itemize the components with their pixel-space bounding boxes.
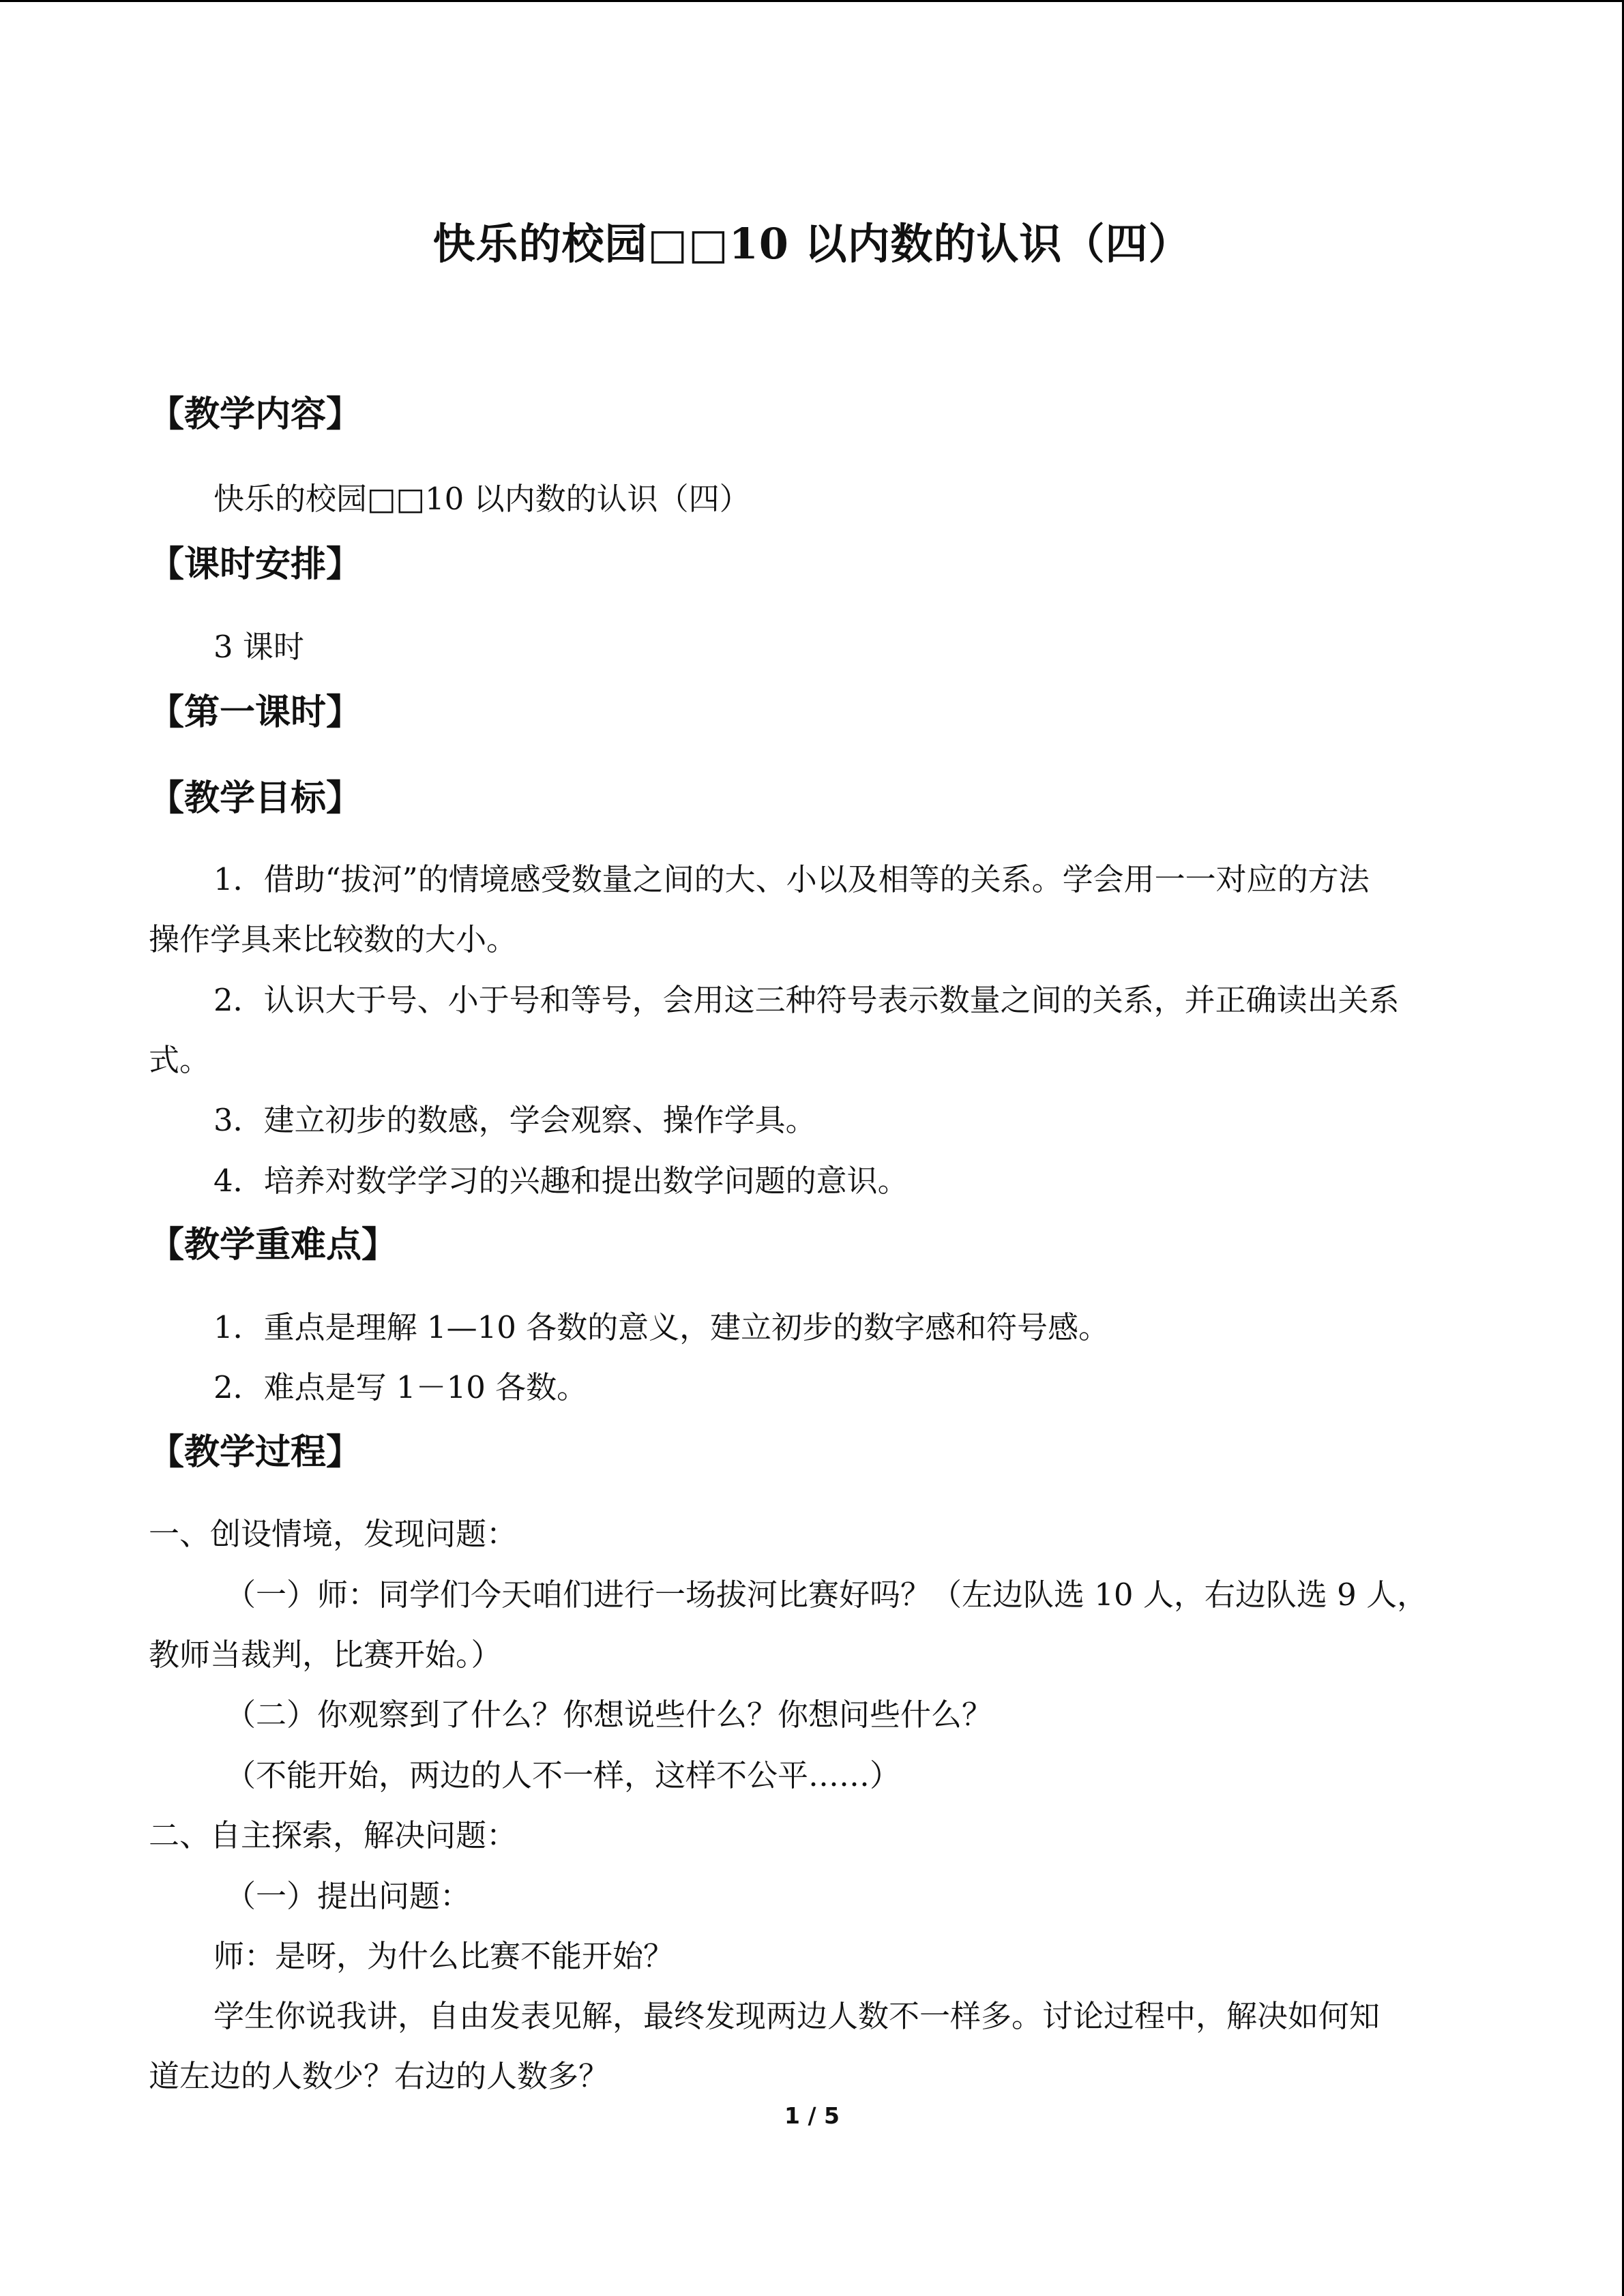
goal-4: 4．培养对数学学习的兴趣和提出数学问题的意识。 <box>213 1163 909 1199</box>
process-part-2-title: 二、自主探索，解决问题： <box>149 1817 518 1853</box>
heading-teaching-goals: 【教学目标】 <box>149 778 362 819</box>
page-number: 1 / 5 <box>784 2102 840 2129</box>
goal-2-line-2: 式。 <box>149 1042 211 1078</box>
process-part-1-a-line-2: 教师当裁判，比赛开始。） <box>149 1637 502 1673</box>
process-part-2-c-line-1: 学生你说我讲，自由发表见解，最终发现两边人数不一样多。讨论过程中，解决如何知 <box>213 1998 1381 2034</box>
teaching-content-text: 快乐的校园□□10 以内数的认识（四） <box>213 481 750 517</box>
heading-lesson-one: 【第一课时】 <box>149 692 362 733</box>
goal-3: 3．建立初步的数感，学会观察、操作学具。 <box>213 1102 816 1138</box>
document-title: 快乐的校园□□10 以内数的认识（四） <box>432 219 1192 269</box>
heading-schedule: 【课时安排】 <box>149 544 362 585</box>
goal-1-line-2: 操作学具来比较数的大小。 <box>149 921 518 957</box>
schedule-text: 3 课时 <box>213 629 304 665</box>
key-point-1: 1．重点是理解 1—10 各数的意义，建立初步的数字感和符号感。 <box>213 1309 1110 1345</box>
process-part-2-b: 师：是呀，为什么比赛不能开始？ <box>213 1938 675 1974</box>
goal-2-line-1: 2．认识大于号、小于号和等号，会用这三种符号表示数量之间的关系，并正确读出关系 <box>213 982 1400 1018</box>
heading-teaching-content: 【教学内容】 <box>149 394 362 435</box>
heading-key-points: 【教学重难点】 <box>149 1225 398 1266</box>
process-part-1-c: （不能开始，两边的人不一样，这样不公平……） <box>225 1757 901 1793</box>
heading-teaching-process: 【教学过程】 <box>149 1432 362 1473</box>
process-part-1-title: 一、创设情境，发现问题： <box>149 1516 518 1552</box>
goal-1-line-1: 1．借助“拔河”的情境感受数量之间的大、小以及相等的关系。学会用一一对应的方法 <box>213 861 1370 897</box>
process-part-2-c-line-2: 道左边的人数少？右边的人数多？ <box>149 2058 610 2094</box>
process-part-1-b: （二）你观察到了什么？你想说些什么？你想问些什么？ <box>225 1697 993 1733</box>
process-part-1-a-line-1: （一）师：同学们今天咱们进行一场拔河比赛好吗？（左边队选 10 人，右边队选 9 人， <box>225 1577 1428 1613</box>
key-point-2: 2．难点是写 1－10 各数。 <box>213 1369 588 1405</box>
process-part-2-a: （一）提出问题： <box>225 1878 471 1914</box>
